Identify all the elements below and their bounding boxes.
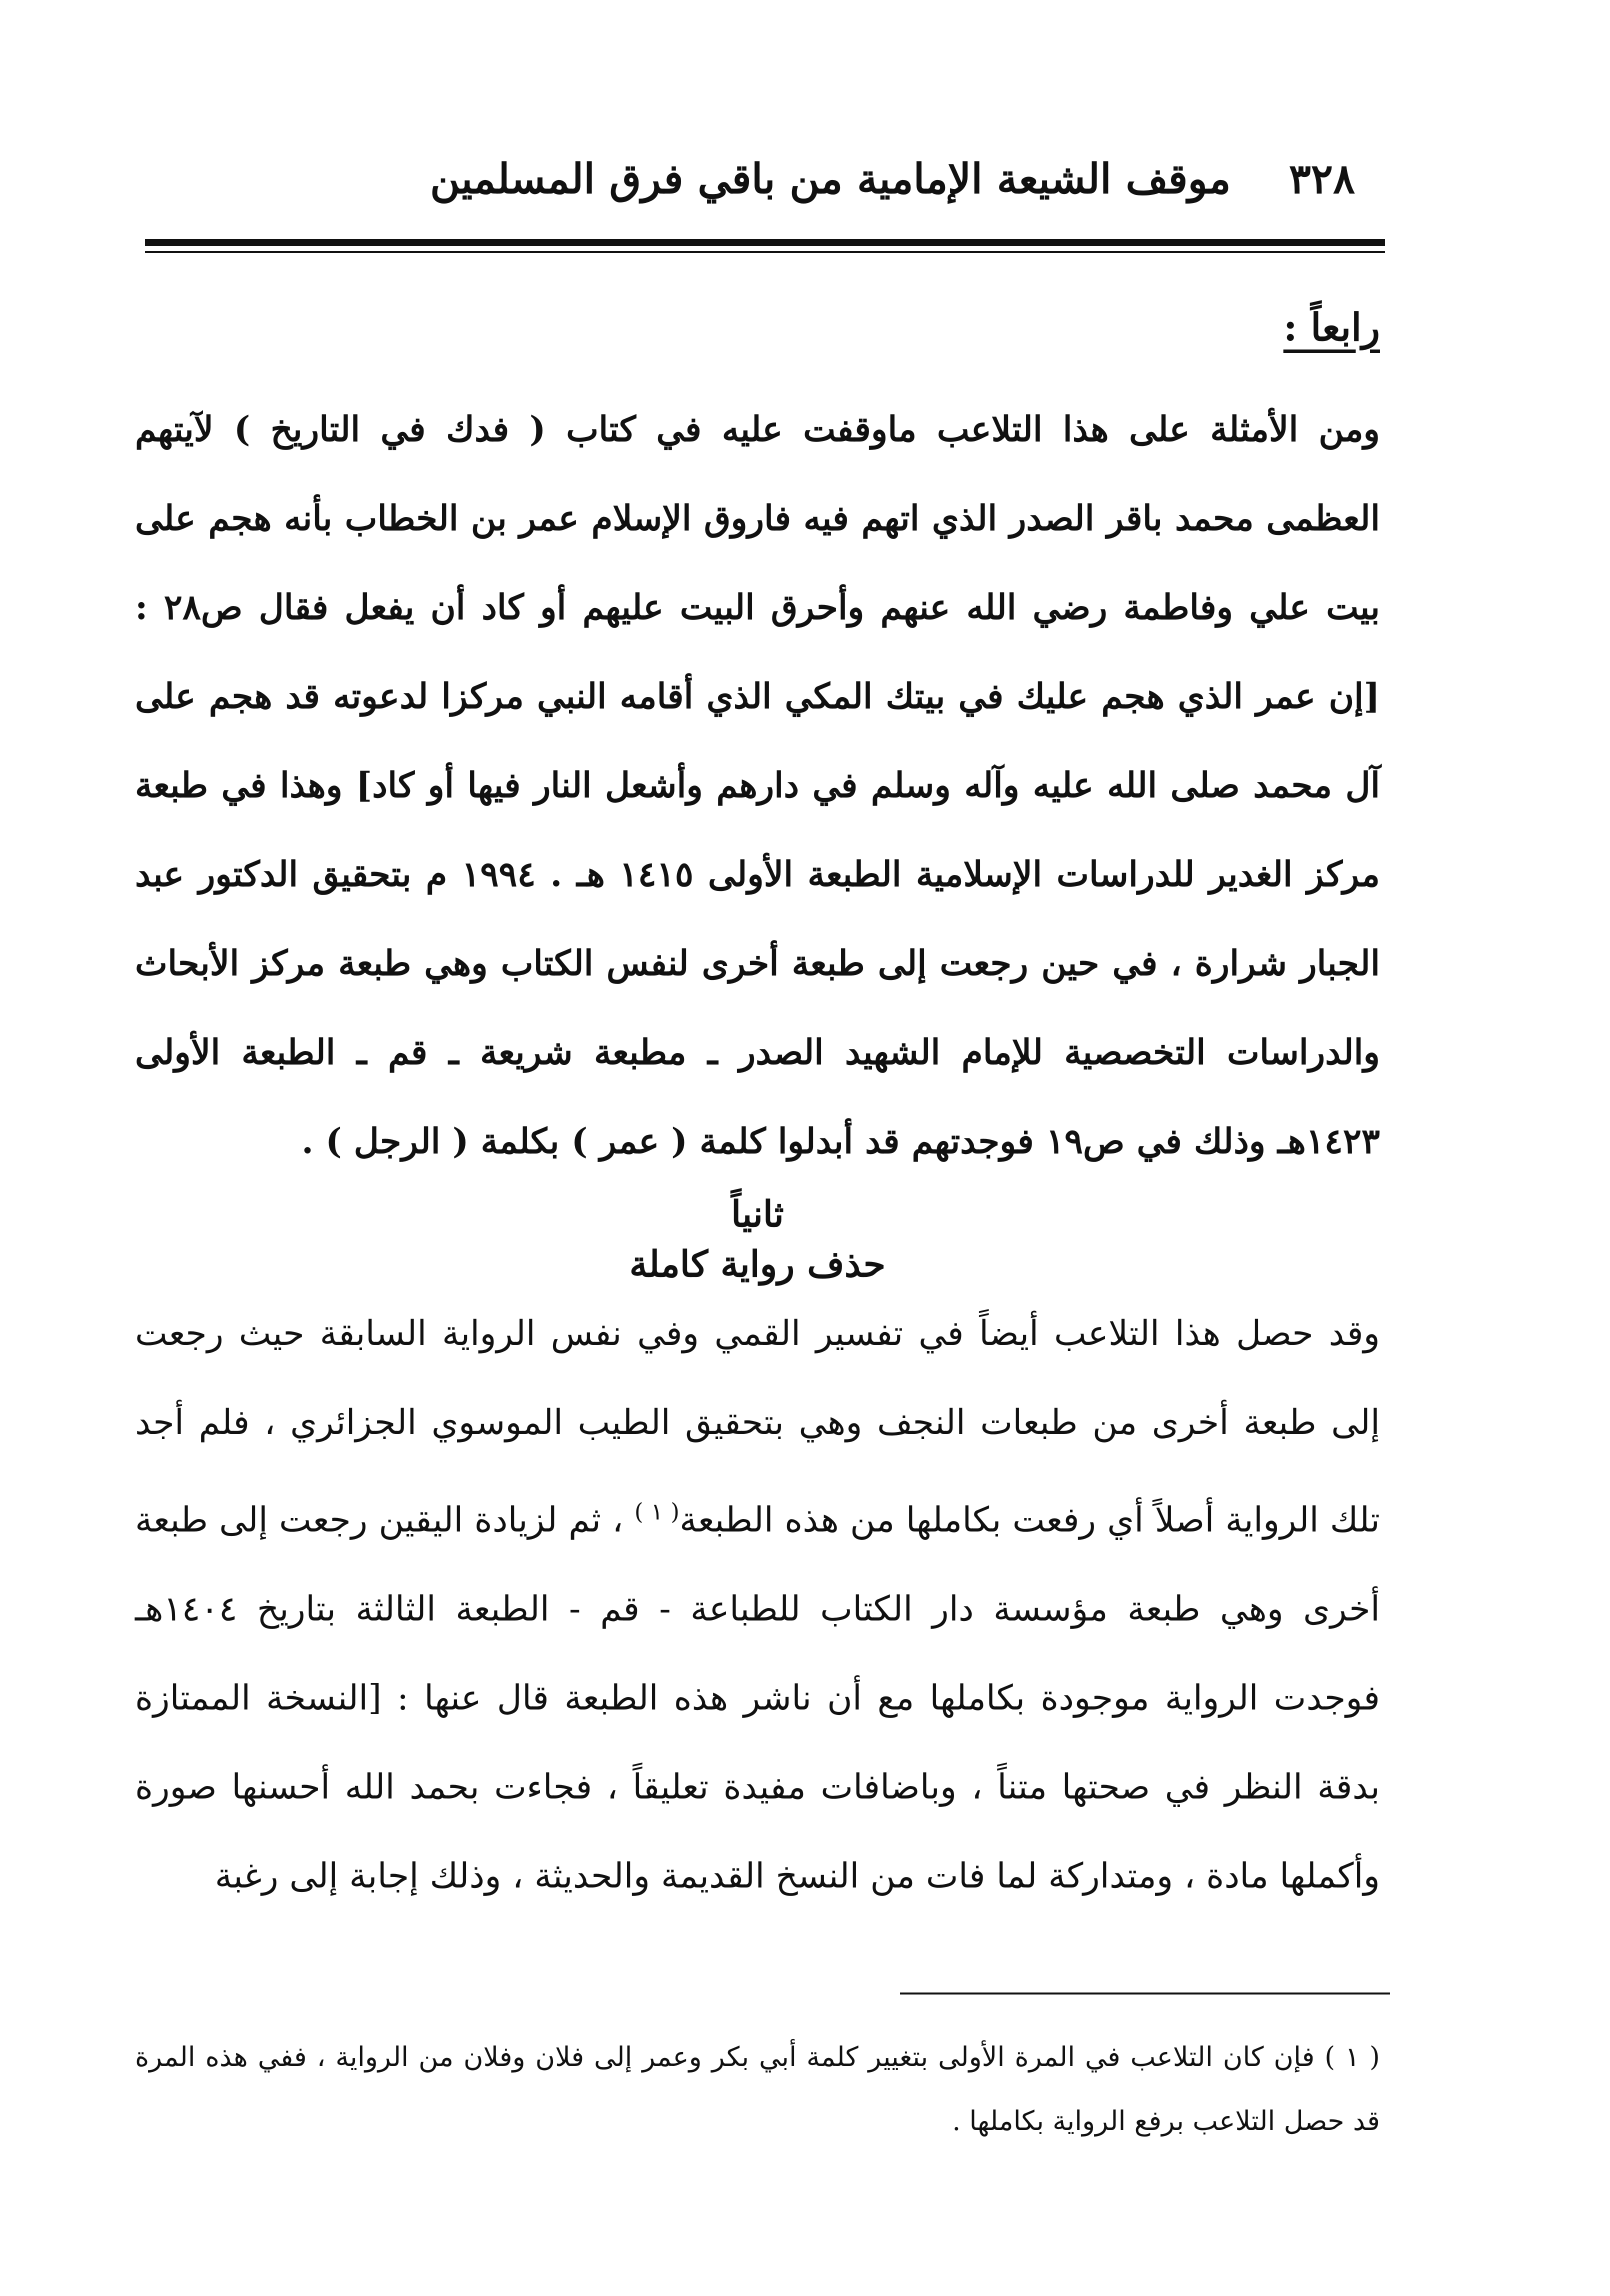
section-subheading-deletion: حذف رواية كاملة (629, 1242, 886, 1285)
header-rule-thick (145, 239, 1385, 246)
section-heading-second: ثانياً (731, 1192, 784, 1235)
paragraph-part-2: ، ثم لزيادة اليقين رجعت إلى طبعة أخرى وهي طبعة مؤسسة دار الكتاب للطباعة - قم - الطبعة الثالثة بتاريخ ١٤٠٤هـ فوجدت الرواية موجودة بكاملها مع أن ناشر هذه الطبعة قال عنها : [النسخة الممتازة بدقة النظر في صحتها متناً ، وباضافات مفيدة تعليقاً ، فجاءت بحمد الله أحسنها صورة وأكملها مادة ، ومتداركة لما فات من النسخ القديمة والحديثة ، وذلك إجابة إلى رغبة (135, 1500, 1380, 1896)
page-number: ٣٢٨ (1288, 155, 1355, 203)
body-text (135, 290, 1380, 1920)
page-header (145, 145, 1375, 220)
header-rule-thin (145, 251, 1385, 253)
running-title: موقف الشيعة الإمامية من باقي فرق المسلمين (430, 155, 1231, 203)
paragraph-fadak-example: ومن الأمثلة على هذا التلاعب ماوقفت عليه في كتاب ( فدك في التاريخ ) لآيتهم العظمى محمد باقر الصدر الذي اتهم فيه فاروق الإسلام عمر بن الخطاب بأنه هجم على بيت علي وفاطمة رضي الله عنهم وأحرق البيت عليهم أو كاد أن يفعل فقال ص٢٨ : [إن عمر الذي هجم عليك في بيتك المكي الذي أقامه النبي مركزا لدعوته قد هجم على آل محمد صلى الله عليه وآله وسلم في دارهم وأشعل النار فيها أو كاد] وهذا في طبعة مركز الغدير للدراسات الإسلامية الطبعة الأولى ١٤١٥ هـ . ١٩٩٤ م بتحقيق الدكتور عبد الجبار شرارة ، في حين رجعت إلى طبعة أخرى لنفس الكتاب وهي طبعة مركز الأبحاث والدراسات التخصصية للإمام الشهيد الصدر ـ مطبعة شريعة ـ قم ـ الطبعة الأولى ١٤٢٣هـ وذلك في ص١٩ فوجدتهم قد أبدلوا كلمة ( عمر ) بكلمة ( الرجل ) . (135, 409, 1380, 1162)
paragraph-qummi-tafsir (135, 1289, 1380, 1920)
footnote: ( ١ ) فإن كان التلاعب في المرة الأولى بتغيير كلمة أبي بكر وعمر إلى فلان وفلان من الرواية ، ففي هذه المرة قد حصل التلاعب برفع الرواية بكاملها . (135, 2041, 1380, 2136)
section-heading-fourth: رابعاً : (1283, 305, 1380, 350)
footnote-rule (900, 1992, 1390, 1994)
footnote-marker: ( ١ ) (634, 1498, 680, 1525)
paragraph-part-1: وقد حصل هذا التلاعب أيضاً في تفسير القمي وفي نفس الرواية السابقة حيث رجعت إلى طبعة أخرى من طبعات النجف وهي بتحقيق الطيب الموسوي الجزائري ، فلم أجد تلك الرواية أصلاً أي رفعت بكاملها من هذه الطبعة (135, 1314, 1380, 1540)
